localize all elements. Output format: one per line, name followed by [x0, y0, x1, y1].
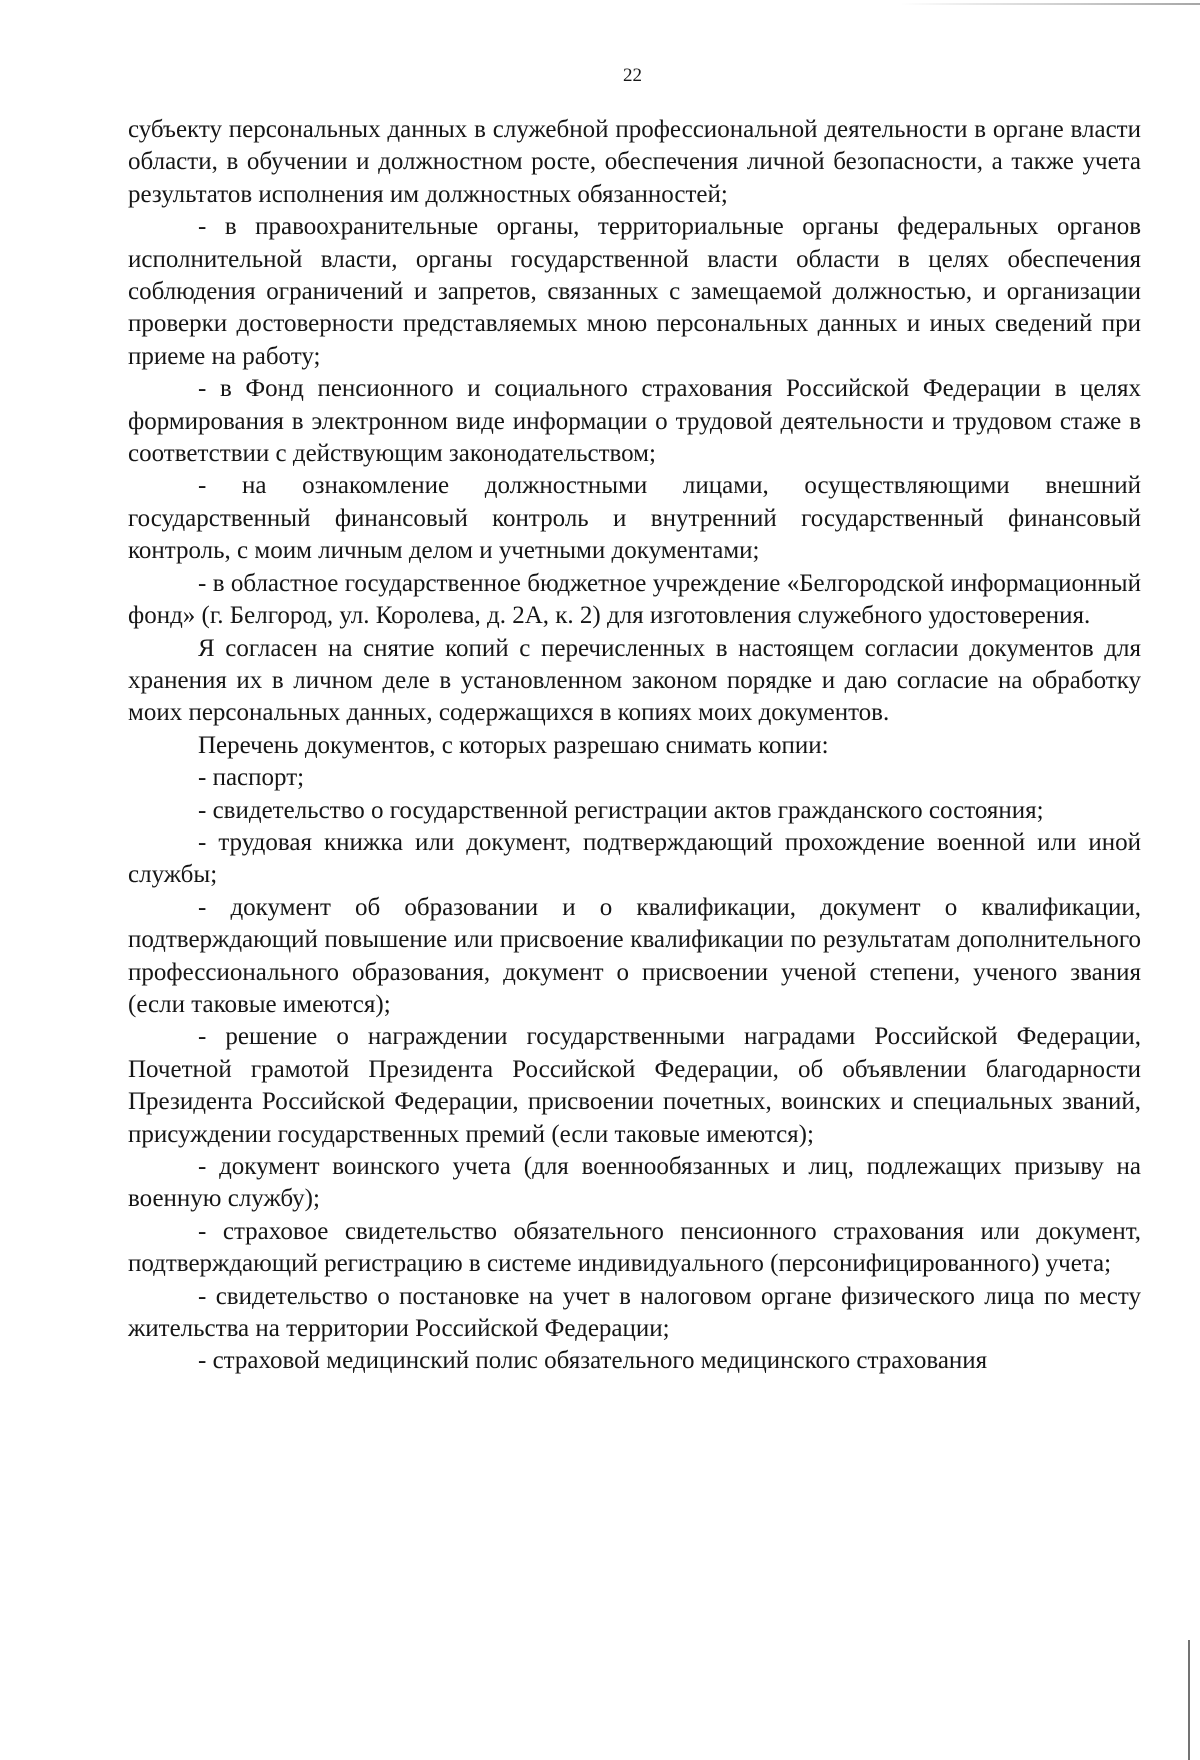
paragraph-information-fund: - в областное государственное бюджетное учреждение «Белгородской информационный фонд» (г. Белгород, ул. Королева, д. 2А, к. 2) для изготовления служебного удостоверения. — [128, 569, 1141, 630]
scan-edge-right — [1188, 1640, 1190, 1760]
list-item-medical-insurance: - страховой медицинский полис обязательного медицинского страхования — [198, 1347, 988, 1375]
paragraph-financial-control: - на ознакомление должностными лицами, осуществляющими внешний государственный финансовый контроль и внутренний государственный финансовый контроль, с моим личным делом и учетными документами; — [128, 472, 1141, 565]
list-item-state-awards: - решение о награждении государственными наградами Российской Федерации, Почетной грамотой Президента Российской Федерации, об объявлении благодарности Президента Российской Федерации, присвоении почетных, воинских и специальных званий, присуждении государственных премий (если таковые имеются); — [128, 1023, 1141, 1148]
document-body — [128, 114, 1141, 1378]
paragraph-pension-fund: - в Фонд пенсионного и социального страхования Российской Федерации в целях формирования в электронном виде информации о трудовой деятельности и трудовом стаже в соответствии с действующим законодательством; — [128, 375, 1141, 468]
list-item-employment-record: - трудовая книжка или документ, подтверждающий прохождение военной или иной службы; — [128, 828, 1141, 889]
scan-edge-top — [900, 3, 1200, 5]
list-item-pension-insurance: - страховое свидетельство обязательного пенсионного страхования или документ, подтверждающий регистрацию в системе индивидуального (персонифицированного) учета; — [128, 1217, 1141, 1278]
list-item-military-record: - документ воинского учета (для военнообязанных и лиц, подлежащих призыву на военную службу); — [128, 1153, 1141, 1213]
page-number: 22 — [623, 65, 642, 86]
paragraph-consent-copies: Я согласен на снятие копий с перечисленных в настоящем согласии документов для хранения их в личном деле в установленном законом порядке и даю согласие на обработку моих персональных данных, содержащихся в копиях моих документов. — [128, 634, 1141, 727]
list-item-education-document: - документ об образовании и о квалификации, документ о квалификации, подтверждающий повышение или присвоение квалификации по результатам дополнительного профессионального образования, документ о присвоении ученой степени, ученого звания (если таковые имеются); — [128, 893, 1141, 1018]
list-item-passport: - паспорт; — [198, 764, 305, 792]
list-item-civil-status-certificate: - свидетельство о государственной регистрации актов гражданского состояния; — [198, 796, 1044, 824]
paragraph-documents-list-heading: Перечень документов, с которых разрешаю снимать копии: — [198, 731, 829, 759]
list-item-tax-registration: - свидетельство о постановке на учет в налоговом органе физического лица по месту жительства на территории Российской Федерации; — [128, 1282, 1141, 1343]
paragraph-continuation: субъекту персональных данных в служебной профессиональной деятельности в органе власти области, в обучении и должностном росте, обеспечения личной безопасности, а также учета результатов исполнения им должностных обязанностей; — [128, 116, 1141, 208]
paragraph-law-enforcement: - в правоохранительные органы, территориальные органы федеральных органов исполнительной власти, органы государственной власти области в целях обеспечения соблюдения ограничений и запретов, связанных с замещаемой должностью, и организации проверки достоверности представляемых мною персональных данных и иных сведений при приеме на работу; — [128, 213, 1141, 370]
